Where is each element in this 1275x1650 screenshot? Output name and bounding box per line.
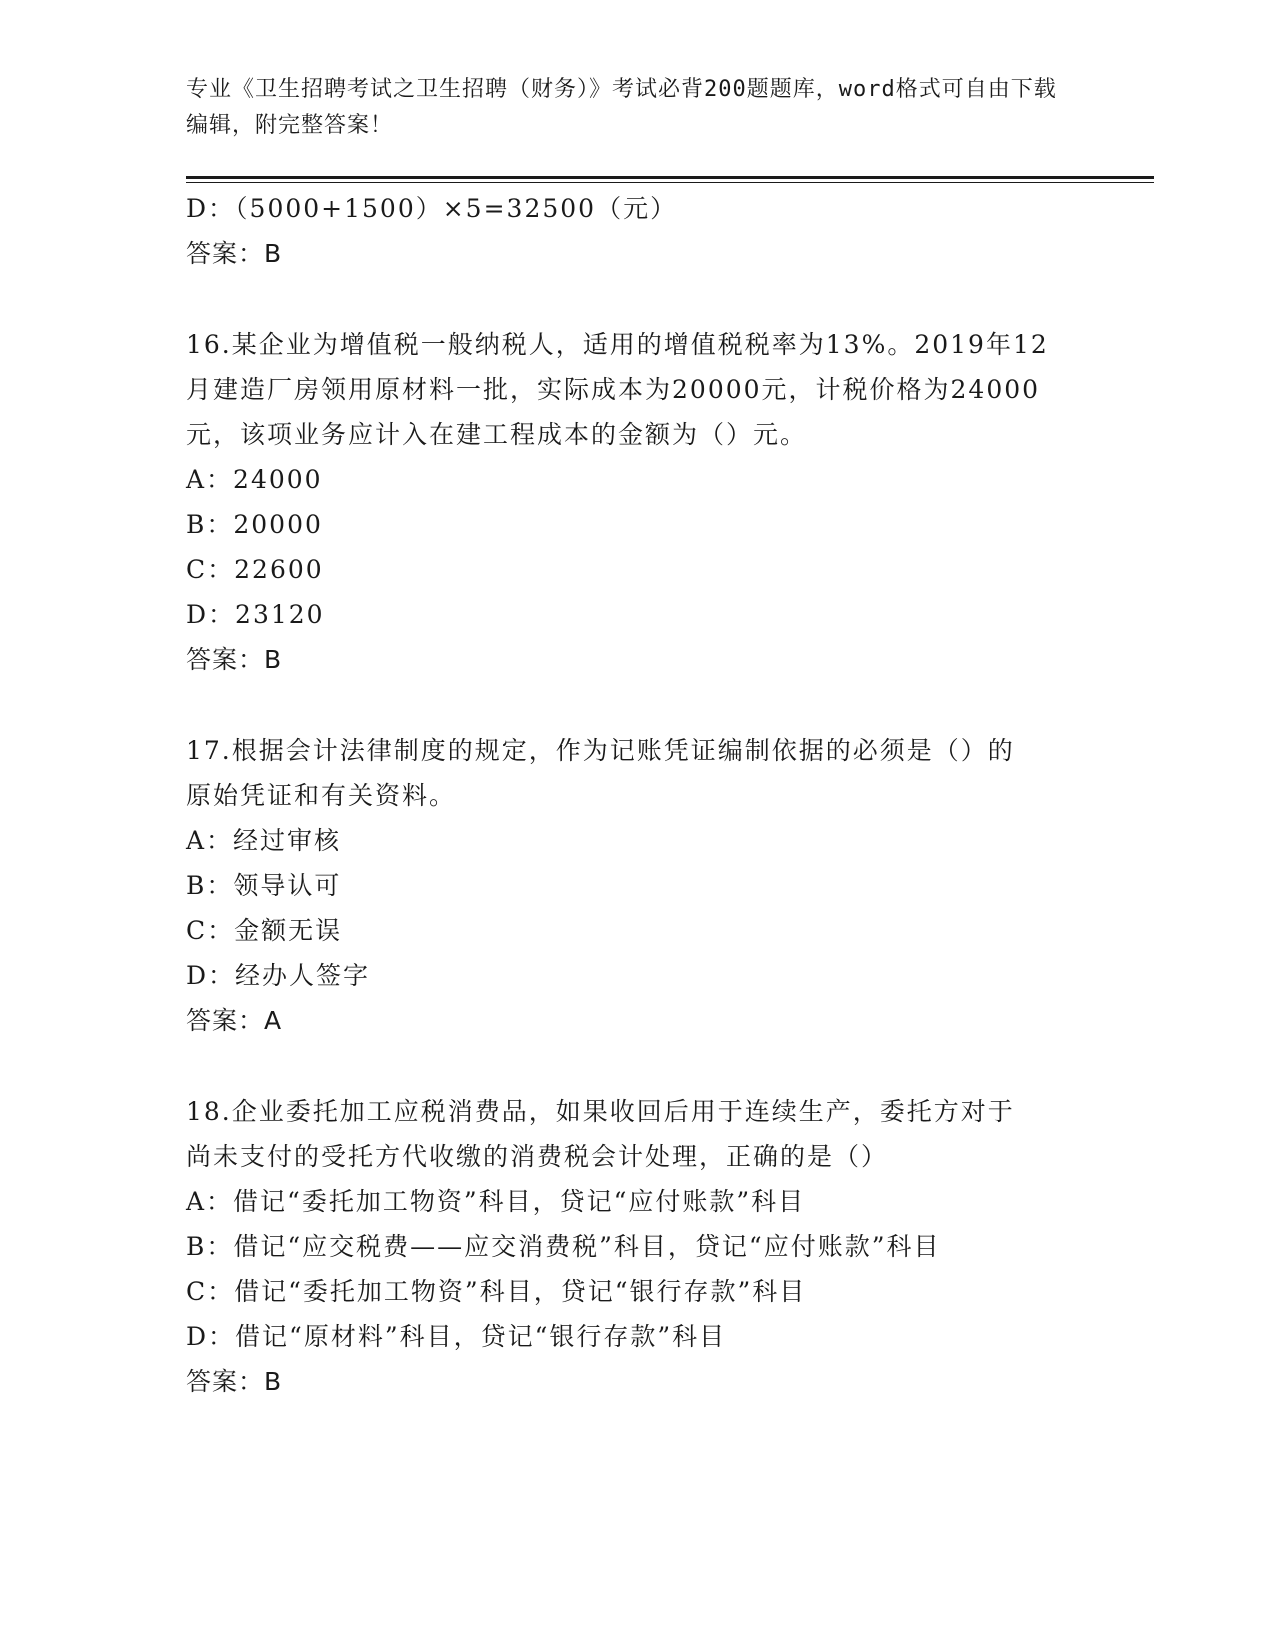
spacer: [186, 1043, 1086, 1089]
option-d: D：借记“原材料”科目，贷记“银行存款”科目: [186, 1322, 727, 1351]
question-content: [186, 186, 1086, 1404]
option-d: D：23120: [186, 600, 325, 629]
question-17: [186, 728, 1086, 1043]
question-stem-line: 尚未支付的受托方代收缴的消费税会计处理，正确的是（）: [186, 1142, 889, 1171]
document-header: 专业《卫生招聘考试之卫生招聘（财务）》考试必背200题题库，word格式可自由下载编辑，附完整答案！: [186, 77, 1057, 138]
answer-line: 答案：A: [186, 1006, 283, 1035]
option-b: B：领导认可: [186, 871, 342, 900]
option-a: A：经过审核: [186, 826, 342, 855]
question-stem-line: 18.企业委托加工应税消费品，如果收回后用于连续生产，委托方对于: [186, 1097, 1015, 1126]
header-divider-thin: [186, 182, 1154, 183]
answer-line: 答案：B: [186, 1367, 283, 1396]
question-stem-line: 元，该项业务应计入在建工程成本的金额为（）元。: [186, 420, 808, 449]
prev-question-tail: [186, 186, 1086, 276]
option-c: C：金额无误: [186, 916, 343, 945]
question-16: [186, 322, 1086, 682]
question-18: [186, 1089, 1086, 1404]
option-a: A：借记“委托加工物资”科目，贷记“应付账款”科目: [186, 1187, 806, 1216]
spacer: [186, 682, 1086, 728]
option-d: D：经办人签字: [186, 961, 371, 990]
header-divider-thick: [186, 176, 1154, 179]
answer-line: 答案：B: [186, 645, 283, 674]
question-stem-line: 原始凭证和有关资料。: [186, 781, 457, 810]
answer-line: 答案：B: [186, 239, 283, 268]
spacer: [186, 276, 1086, 322]
question-stem-line: 17.根据会计法律制度的规定，作为记账凭证编制依据的必须是（）的: [186, 736, 1015, 765]
option-a: A：24000: [186, 465, 323, 494]
option-d: D：（5000+1500）×5=32500（元）: [186, 194, 678, 223]
option-c: C：22600: [186, 555, 324, 584]
option-c: C：借记“委托加工物资”科目，贷记“银行存款”科目: [186, 1277, 807, 1306]
question-stem-line: 16.某企业为增值税一般纳税人，适用的增值税税率为13%。2019年12: [186, 330, 1049, 359]
option-b: B：20000: [186, 510, 323, 539]
option-b: B：借记“应交税费——应交消费税”科目，贷记“应付账款”科目: [186, 1232, 941, 1261]
question-stem-line: 月建造厂房领用原材料一批，实际成本为20000元，计税价格为24000: [186, 375, 1041, 404]
